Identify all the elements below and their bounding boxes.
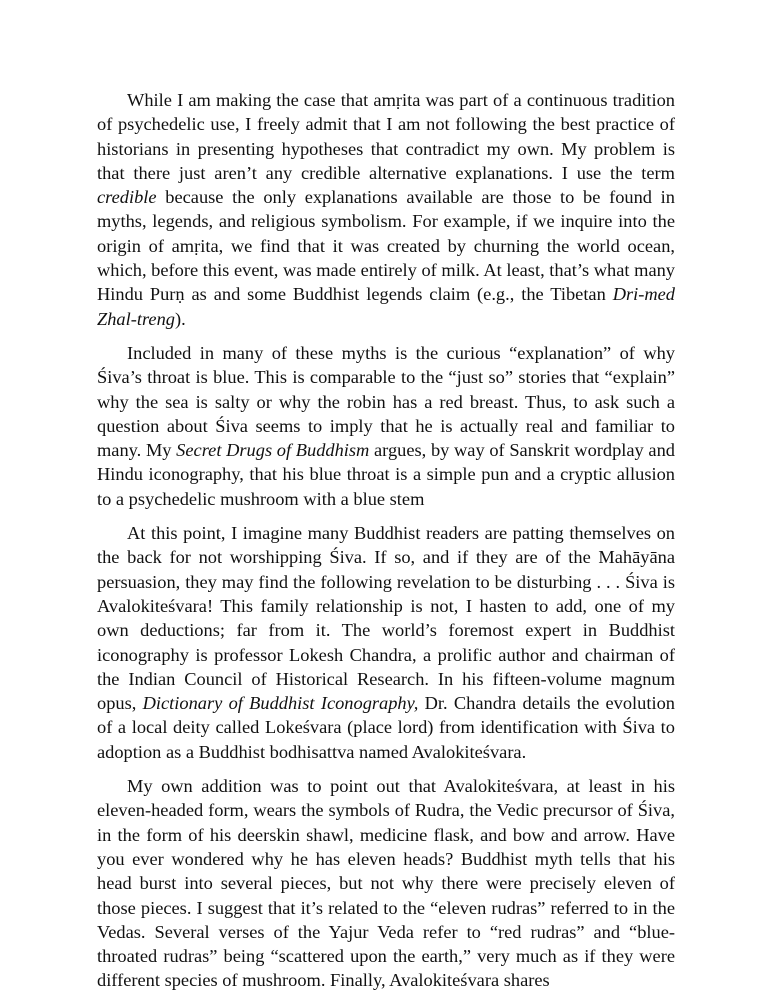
paragraph-1-text-2: because the only explanations available are those to be found in myths, legends, and religious symbolism. For example, if we inquire into the origin of amṛita, we find that it was created by churning the world ocean, which, before this event, was made entirely of milk. At least, that’s what many Hindu Purṇ as and some Buddhist legends claim (e.g., the Tibetan [97,187,675,305]
paragraph-4 [97,774,675,993]
paragraph-1 [97,88,675,331]
page-body [97,88,675,993]
paragraph-3-text-2: Dr. Chandra details the evolution of a local deity called Lokeśvara (place lord) from identification with Śiva to adoption as a Buddhist bodhisattva named Avalokiteśvara. [97,693,675,762]
title-secret-drugs-of-buddhism: Secret Drugs of Buddhism [176,440,370,461]
paragraph-2-text-1: Included in many of these myths is the curious “explanation” of why Śiva’s throat is blue. This is comparable to the “just so” stories that “explain” why the sea is salty or why the robin has a red breast. Thus, to ask such a question about Śiva seems to imply that he is actually real and familiar to many. My [97,342,675,461]
paragraph-4-text-1: My own addition was to point out that Avalokiteśvara, at least in his eleven-headed form, wears the symbols of Rudra, the Vedic precursor of Śiva, in the form of his deerskin shawl, medicine flask, and bow and arrow. Have you ever wondered why he has eleven heads? Buddhist myth tells that his head burst into several pieces, but not why there were precisely eleven of those pieces. I suggest that it’s related to the “eleven rudras” referred to in the Vedas. Several verses of the Yajur Veda refer to “red rudras” and “blue-throated rudras” being “scattered upon the earth,” very much as if they were different species of mushroom. Finally, Avalokiteśvara shares [97,776,675,991]
paragraph-3 [97,521,675,764]
paragraph-2 [97,341,675,511]
paragraph-3-text-1: At this point, I imagine many Buddhist readers are patting themselves on the back for not worshipping Śiva. If so, and if they are of the Mahāyāna persuasion, they may find the following revelation to be disturbing . . . Śiva is Avalokiteśvara! This family relationship is not, I hasten to add, one of my own deductions; far from it. The world’s foremost expert in Buddhist iconography is professor Lokesh Chandra, a prolific author and chairman of the Indian Council of Historical Research. In his fifteen-volume magnum opus, [97,523,675,714]
paragraph-1-text-1: While I am making the case that amṛita was part of a continuous tradition of psychedelic use, I freely admit that I am not following the best practice of historians in presenting hypotheses that contradict my own. My problem is that there just aren’t any credible alternative explanations. I use the term [97,90,675,183]
paragraph-2-text-2: argues, by way of Sanskrit wordplay and Hindu iconography, that his blue throat is a simple pun and a cryptic allusion to a psychedelic mushroom with a blue stem [97,440,675,509]
title-dictionary-of-buddhist-iconography: Dictionary of Buddhist Iconography, [142,693,419,714]
paragraph-1-text-3: ). [175,308,186,329]
title-dri-med-zhal-treng: Dri-med Zhal-treng [97,284,675,329]
term-credible: credible [97,187,157,208]
